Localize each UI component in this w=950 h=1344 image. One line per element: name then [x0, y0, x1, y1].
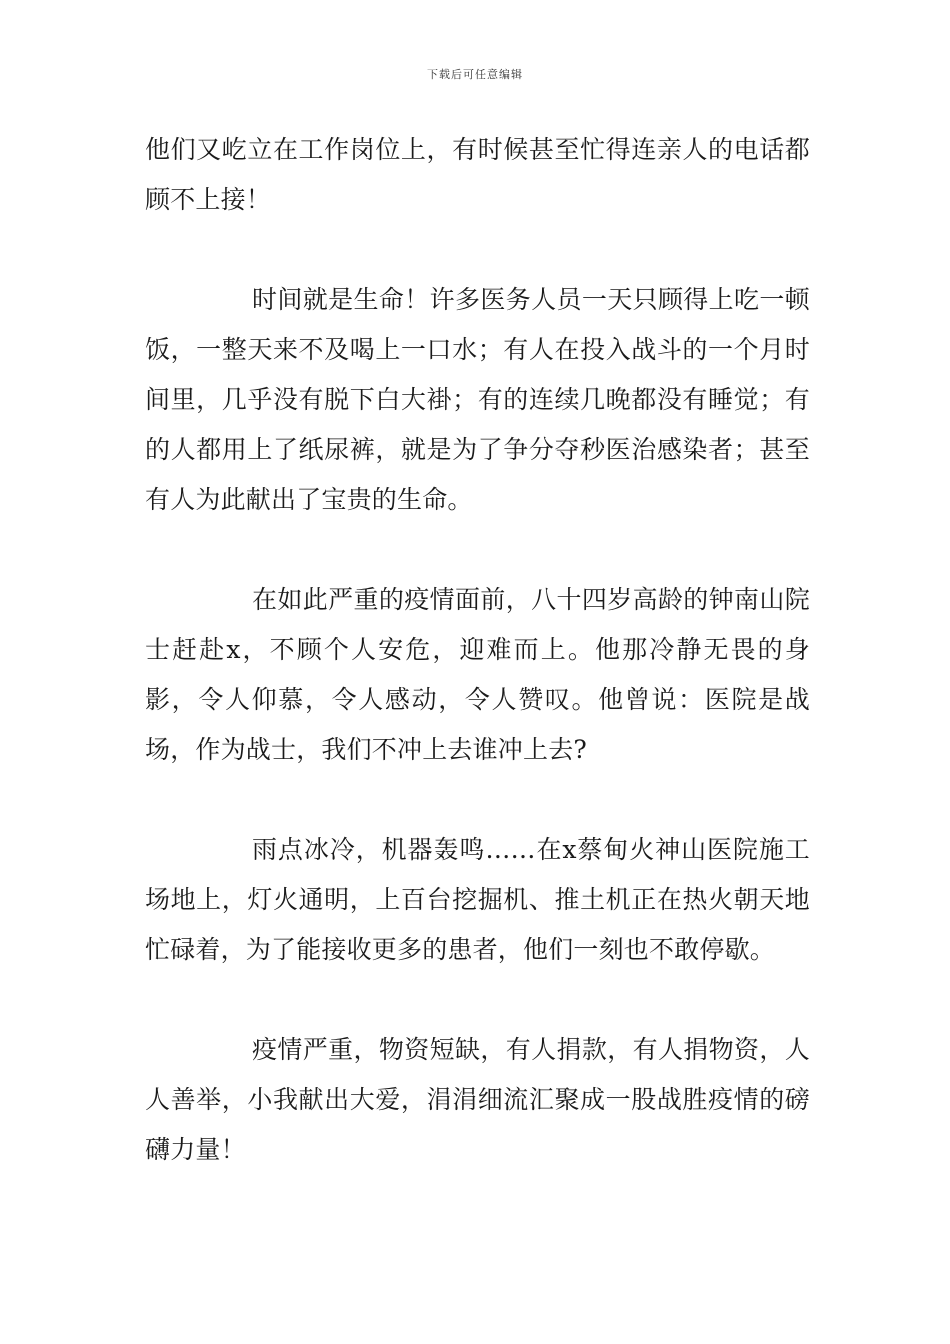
document-body	[145, 125, 810, 1175]
paragraph-gap	[145, 525, 810, 575]
paragraph-gap	[145, 775, 810, 825]
paragraph-time-is-life: 时间就是生命！许多医务人员一天只顾得上吃一顿饭，一整天来不及喝上一口水；有人在投入战斗的一个月时间里，几乎没有脱下白大褂；有的连续几晚都没有睡觉；有的人都用上了纸尿裤，就是为了争分夺秒医治感染者；甚至有人为此献出了宝贵的生命。	[145, 285, 810, 514]
page-header: 下载后可任意编辑	[427, 68, 523, 81]
paragraph-gap	[145, 975, 810, 1025]
paragraph-zhong-nanshan: 在如此严重的疫情面前，八十四岁高龄的钟南山院士赶赴x，不顾个人安危，迎难而上。他那冷静无畏的身影，令人仰慕，令人感动，令人赞叹。他曾说：医院是战场，作为战士，我们不冲上去谁冲上去?	[145, 585, 810, 764]
paragraph-huoshenshan: 雨点冰冷，机器轰鸣……在x蔡甸火神山医院施工场地上，灯火通明，上百台挖掘机、推土机正在热火朝天地忙碌着，为了能接收更多的患者，他们一刻也不敢停歇。	[145, 835, 810, 964]
paragraph-gap	[145, 225, 810, 275]
paragraph-continuation: 他们又屹立在工作岗位上，有时候甚至忙得连亲人的电话都顾不上接！	[145, 135, 810, 214]
paragraph-donations: 疫情严重，物资短缺，有人捐款，有人捐物资，人人善举，小我献出大爱，涓涓细流汇聚成一股战胜疫情的磅礴力量！	[145, 1035, 810, 1164]
